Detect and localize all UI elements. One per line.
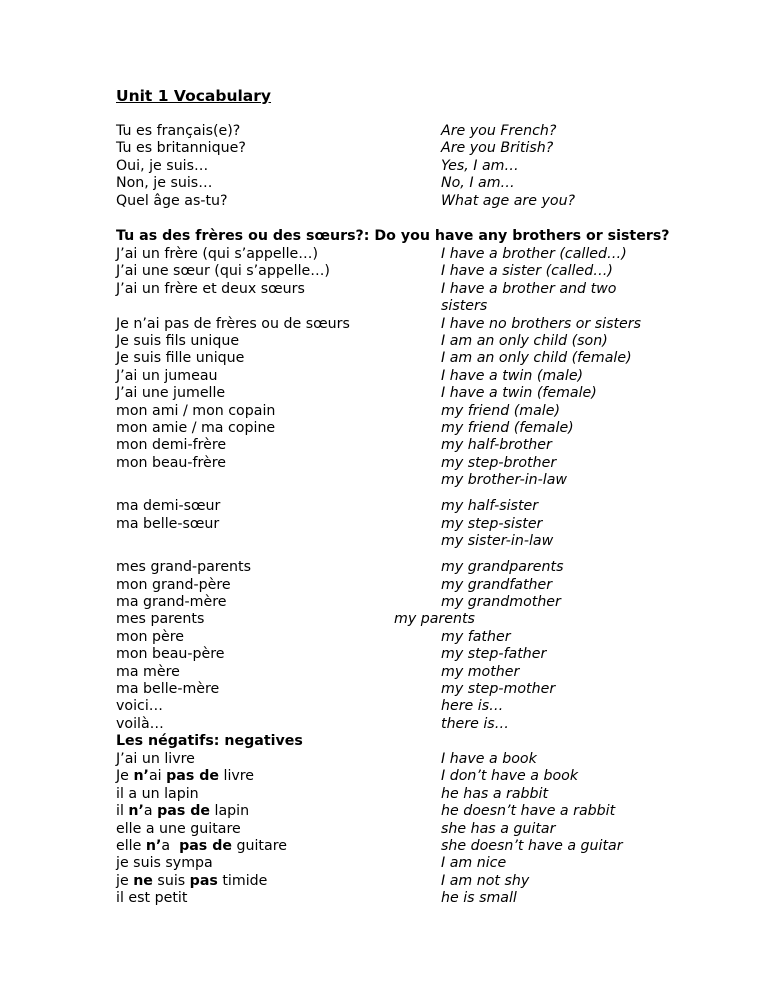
french-term: ma grand-mère xyxy=(116,594,227,610)
vocab-row xyxy=(0,629,768,647)
english-translation: there is… xyxy=(441,715,509,732)
french-term: ma mère xyxy=(116,663,180,680)
english-translation: I am an only child (son) xyxy=(441,333,608,349)
french-term: Non, je suis… xyxy=(116,175,213,192)
english-translation: my half-sister xyxy=(441,498,539,515)
english-translation: here is… xyxy=(441,698,504,715)
vocab-row xyxy=(0,577,768,595)
english-translation: my father xyxy=(441,628,511,645)
french-term: mon beau-frère xyxy=(116,454,227,471)
french-term: Oui, je suis… xyxy=(116,157,209,174)
french-term: mon demi-frère xyxy=(116,437,227,454)
vocab-row xyxy=(0,646,768,664)
vocab-row xyxy=(0,403,768,421)
french-term: je ne suis pas timide xyxy=(116,872,268,889)
english-translation: my parents xyxy=(394,611,475,628)
french-term: mes grand-parents xyxy=(116,559,251,576)
vocab-row xyxy=(0,890,768,908)
vocab-row xyxy=(0,821,768,839)
french-term: mon ami / mon copain xyxy=(116,402,276,419)
french-term: Je suis fille unique xyxy=(116,350,245,367)
english-translation: my grandfather xyxy=(441,576,553,593)
english-translation: I have a book xyxy=(441,751,537,767)
vocab-row xyxy=(0,281,768,299)
english-translation: he doesn’t have a rabbit xyxy=(441,803,616,820)
french-term: J’ai une jumelle xyxy=(116,385,226,402)
vocab-row xyxy=(0,472,768,490)
vocab-row xyxy=(0,140,768,158)
english-translation: she has a guitar xyxy=(441,820,556,837)
french-term: mon grand-père xyxy=(116,576,231,593)
english-translation: I have no brothers or sisters xyxy=(441,315,641,332)
vocab-row xyxy=(0,873,768,891)
vocab-row xyxy=(0,611,768,629)
vocab-row xyxy=(0,533,768,551)
french-term: elle n’a pas de guitare xyxy=(116,838,287,854)
vocab-row xyxy=(0,298,768,316)
vocab-row xyxy=(0,350,768,368)
vocab-row xyxy=(0,803,768,821)
english-translation: I am nice xyxy=(441,855,507,872)
vocab-row xyxy=(0,193,768,211)
english-translation: my mother xyxy=(441,663,520,680)
french-term: mon beau-père xyxy=(116,646,225,663)
french-term: mon amie / ma copine xyxy=(116,420,276,436)
english-translation: he is small xyxy=(441,890,517,907)
english-translation: I have a sister (called…) xyxy=(441,263,613,280)
english-translation: I have a twin (female) xyxy=(441,385,597,402)
vocab-row xyxy=(0,838,768,856)
english-translation: No, I am… xyxy=(441,175,515,192)
french-term: J’ai un frère (qui s’appelle…) xyxy=(116,246,318,262)
english-translation: I have a brother (called…) xyxy=(441,246,627,262)
vocab-row xyxy=(0,698,768,716)
vocab-row xyxy=(0,768,768,786)
vocab-row xyxy=(0,664,768,682)
english-translation: I have a brother and two xyxy=(441,280,617,297)
vocab-row xyxy=(0,751,768,769)
vocab-row xyxy=(0,498,768,516)
french-term: Tu es britannique? xyxy=(116,140,246,157)
french-term: il a un lapin xyxy=(116,785,199,802)
vocab-row xyxy=(0,123,768,141)
english-translation: he has a rabbit xyxy=(441,785,549,802)
vocab-row xyxy=(0,455,768,473)
french-term: Je n’ai pas de frères ou de sœurs xyxy=(116,315,350,332)
vocab-row xyxy=(0,855,768,873)
french-term: je suis sympa xyxy=(116,855,213,872)
english-translation: my step-mother xyxy=(441,681,556,697)
english-translation: my friend (female) xyxy=(441,420,574,436)
vocab-row xyxy=(0,516,768,534)
english-translation: Are you French? xyxy=(441,123,557,139)
french-term: mes parents xyxy=(116,611,205,628)
french-term: Je n’ai pas de livre xyxy=(116,768,255,785)
english-translation: I don’t have a book xyxy=(441,768,579,785)
french-term: voilà… xyxy=(116,715,164,732)
vocab-row xyxy=(0,716,768,734)
vocab-row xyxy=(0,559,768,577)
french-term: J’ai un livre xyxy=(116,751,195,767)
english-translation: Are you British? xyxy=(441,140,554,157)
french-term: J’ai un frère et deux sœurs xyxy=(116,280,305,297)
french-term: ma demi-sœur xyxy=(116,498,221,515)
english-translation: I have a twin (male) xyxy=(441,367,584,384)
english-translation: I am not shy xyxy=(441,872,530,889)
vocab-row xyxy=(0,158,768,176)
vocab-row xyxy=(0,437,768,455)
french-term: J’ai un jumeau xyxy=(116,367,218,384)
english-translation: my grandmother xyxy=(441,594,561,610)
vocab-row xyxy=(0,263,768,281)
english-translation: my brother-in-law xyxy=(441,472,567,489)
vocab-row xyxy=(0,368,768,386)
english-translation: What age are you? xyxy=(441,192,576,209)
vocab-row xyxy=(0,420,768,438)
french-term: elle a une guitare xyxy=(116,820,241,837)
vocab-row xyxy=(0,681,768,699)
english-translation: she doesn’t have a guitar xyxy=(441,838,623,854)
french-term: il n’a pas de lapin xyxy=(116,803,250,820)
french-term: Quel âge as-tu? xyxy=(116,192,228,209)
english-translation: my step-sister xyxy=(441,515,543,532)
vocab-row xyxy=(0,385,768,403)
french-term: ma belle-sœur xyxy=(116,515,220,532)
english-translation: my step-brother xyxy=(441,454,557,471)
english-translation: my grandparents xyxy=(441,559,564,576)
vocab-row xyxy=(0,786,768,804)
vocab-row xyxy=(0,175,768,193)
page-title: Unit 1 Vocabulary xyxy=(116,87,272,105)
english-translation: my half-brother xyxy=(441,437,552,454)
english-translation: I am an only child (female) xyxy=(441,350,632,367)
section-heading: Les négatifs: negatives xyxy=(116,733,303,749)
vocab-row xyxy=(0,594,768,612)
vocab-row xyxy=(0,246,768,264)
french-term: Tu es français(e)? xyxy=(116,123,241,139)
french-term: mon père xyxy=(116,628,184,645)
english-translation: Yes, I am… xyxy=(441,157,519,174)
section-heading: Tu as des frères ou des sœurs?: Do you have any brothers or sisters? xyxy=(116,228,670,244)
english-translation: my step-father xyxy=(441,646,547,663)
french-term: Je suis fils unique xyxy=(116,333,240,349)
english-translation: my friend (male) xyxy=(441,402,560,419)
french-term: J’ai une sœur (qui s’appelle…) xyxy=(116,263,330,280)
english-translation: my sister-in-law xyxy=(441,533,554,550)
french-term: voici… xyxy=(116,698,163,715)
french-term: il est petit xyxy=(116,890,188,907)
french-term: ma belle-mère xyxy=(116,681,220,697)
vocab-row xyxy=(0,333,768,351)
english-translation: sisters xyxy=(441,298,488,315)
vocab-row xyxy=(0,316,768,334)
